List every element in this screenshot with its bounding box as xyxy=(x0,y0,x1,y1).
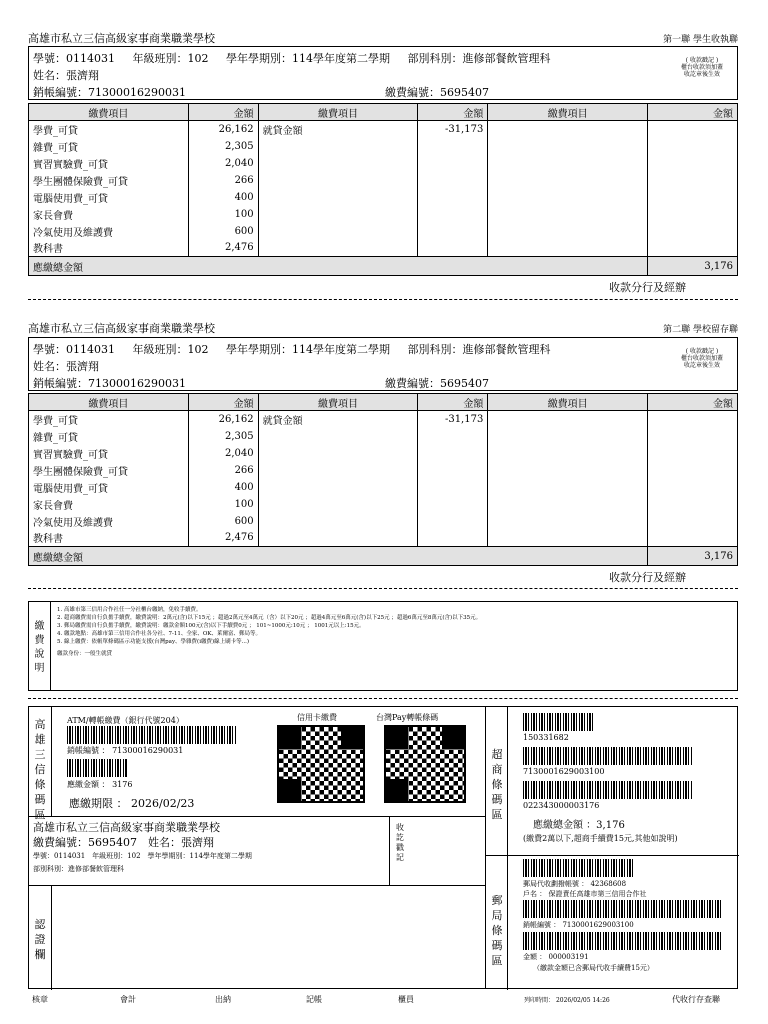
table-header: 繳費項目 xyxy=(29,104,189,121)
post-barcode-1 xyxy=(523,859,633,877)
instructions-text: 1. 高雄市第三信用合作社任一分社櫃台繳納，免收手續費。 2. 超商繳費需自行負擔手續費，繳費說明：2萬元(含)以下15元 ；超過2萬元至4萬元（含）以下20元 ；超過4萬元至6萬元(含)以下25元 ；超過6萬元至8萬元(含)以下35元。 3. 郵局繳費需自行負擔手續費，繳費說明：繳款金額100元(含)以下手續費0元 ； 101~1000元:10元 ； 1001元以上:15元。 4. 繳款地點：高雄市第三信用合作社各分社、7-11、全家、OK、萊爾富、郵局等。 5. 線上繳費：依帳單條碼區示功能支援(台灣pay、學雜費(i繳費)線上刷卡等...) 繳款身份：一般生就貸 xyxy=(57,607,482,657)
item-amount: 100 xyxy=(188,496,258,513)
item-name: 就貸金額 xyxy=(258,121,418,138)
table-row xyxy=(29,411,738,428)
item-name: 教科書 xyxy=(29,530,189,547)
item-name: 實習實驗費_可貸 xyxy=(29,155,189,172)
total-amount: 3,176 xyxy=(648,547,738,566)
account-small: 銷帳編號 ： 71300016290031 xyxy=(67,746,184,755)
slip-info1: 學號：0114031 年級班別：102 學年學期別：114學年度第二學期 xyxy=(33,852,252,860)
table-row xyxy=(29,155,738,172)
table-row xyxy=(29,479,738,496)
item-amount: -31,173 xyxy=(418,121,488,138)
item-amount: 2,040 xyxy=(188,155,258,172)
item-name: 電腦使用費_可貸 xyxy=(29,479,189,496)
post-account: 郵局代收劃撥帳號 ： 42368608 xyxy=(523,880,627,888)
payment-instructions xyxy=(28,601,738,691)
footer-stamp: 核章 xyxy=(32,995,48,1004)
store-barcode-label: 超 商 條 碼 區 xyxy=(491,748,503,821)
table-row xyxy=(29,530,738,547)
post-sales: 銷帳編號 ： 7130001629003100 xyxy=(523,921,634,929)
post-note: （繳款金額已含郵局代收手續費15元） xyxy=(533,964,654,972)
item-name: 冷氣使用及維護費 xyxy=(29,223,189,240)
table-row xyxy=(29,513,738,530)
item-name: 學生團體保險費_可貸 xyxy=(29,462,189,479)
bank-barcode-label: 高 雄 三 信 條 碼 區 xyxy=(34,718,46,821)
footer-cashier: 出納 xyxy=(215,995,231,1004)
class: 年級班別：102 xyxy=(132,52,209,65)
table-row xyxy=(29,206,738,223)
cut-line xyxy=(28,299,738,300)
student-info-box xyxy=(28,337,738,391)
term: 學年學期別：114學年度第二學期 xyxy=(226,52,390,65)
table-row xyxy=(29,496,738,513)
receipt-stamp-label: 收 訖 戳 記 xyxy=(396,823,404,862)
item-amount: 100 xyxy=(188,206,258,223)
amount-barcode xyxy=(67,759,127,777)
item-name: 電腦使用費_可貸 xyxy=(29,189,189,206)
item-amount: 2,040 xyxy=(188,445,258,462)
twpay-qr[interactable] xyxy=(384,725,466,803)
copy-tag: 第二聯 學校留存聯 xyxy=(663,325,738,335)
item-name: 家長會費 xyxy=(29,496,189,513)
footer-accounting: 會計 xyxy=(120,995,136,1004)
post-barcode-label: 郵 局 條 碼 區 xyxy=(491,894,503,967)
dept: 部別科別：進修部餐飲管理科 xyxy=(407,343,551,356)
store-code-1: 150331682 xyxy=(523,733,569,742)
table-header: 金額 xyxy=(188,394,258,411)
item-name: 家長會費 xyxy=(29,206,189,223)
item-name: 雜費_可貸 xyxy=(29,428,189,445)
post-barcode-2 xyxy=(523,900,723,918)
table-header: 繳費項目 xyxy=(29,394,189,411)
twpay-label: 台灣Pay轉帳條碼 xyxy=(376,713,439,722)
item-name: 學費_可貸 xyxy=(29,411,189,428)
table-row xyxy=(29,428,738,445)
table-header: 金額 xyxy=(418,394,488,411)
payment-slip xyxy=(28,706,738,989)
table-row xyxy=(29,172,738,189)
table-header: 繳費項目 xyxy=(258,394,418,411)
post-barcode-3 xyxy=(523,932,723,950)
item-name: 實習實驗費_可貸 xyxy=(29,445,189,462)
auth-label: 認 證 欄 xyxy=(34,918,46,961)
table-row xyxy=(29,223,738,240)
item-amount: 600 xyxy=(188,223,258,240)
table-header: 金額 xyxy=(188,104,258,121)
item-amount: 400 xyxy=(188,479,258,496)
cashier-sign: 收款分行及經辦 xyxy=(609,281,686,294)
fee-no: 繳費編號：5695407 xyxy=(385,86,489,99)
amount-small: 應繳金額 ： 3176 xyxy=(67,780,133,789)
cut-line xyxy=(28,698,738,699)
footer-teller: 櫃員 xyxy=(398,995,414,1004)
class: 年級班別：102 xyxy=(132,343,209,356)
atm-label: ATM/轉帳繳費（銀行代號204） xyxy=(67,716,184,725)
fee-table xyxy=(28,103,738,276)
credit-card-label: 信用卡繳費 xyxy=(297,713,337,722)
table-header: 金額 xyxy=(648,104,738,121)
item-amount: 266 xyxy=(188,172,258,189)
account-no: 銷帳編號：71300016290031 xyxy=(33,86,186,99)
footer-bookkeeping: 記帳 xyxy=(306,995,322,1004)
store-code-2: 7130001629003100 xyxy=(523,767,605,776)
item-amount: 2,476 xyxy=(188,240,258,257)
item-amount: 600 xyxy=(188,513,258,530)
item-amount: 2,476 xyxy=(188,530,258,547)
slip-info2: 部別科別：進修部餐飲管理科 xyxy=(33,865,124,873)
table-row xyxy=(29,189,738,206)
store-total: 應繳總金額 ：3,176 xyxy=(533,820,625,831)
cut-line xyxy=(28,588,738,589)
credit-card-qr[interactable] xyxy=(277,725,365,803)
item-amount: 2,305 xyxy=(188,428,258,445)
item-name: 教科書 xyxy=(29,240,189,257)
table-header: 繳費項目 xyxy=(488,394,648,411)
table-header: 金額 xyxy=(418,104,488,121)
store-note: (繳費2萬以下,超商手續費15元,其他如說明) xyxy=(523,834,678,843)
table-row xyxy=(29,121,738,138)
item-amount: 400 xyxy=(188,189,258,206)
item-amount: 266 xyxy=(188,462,258,479)
student-name: 姓名：張濟翔 xyxy=(33,69,99,82)
total-label: 應繳總金額 xyxy=(29,257,648,276)
post-amount: 金額 ： 000003191 xyxy=(523,953,589,961)
table-header: 繳費項目 xyxy=(258,104,418,121)
slip-school: 高雄市私立三信高級家事商業職業學校 xyxy=(33,821,220,834)
item-name: 學生團體保險費_可貸 xyxy=(29,172,189,189)
term: 學年學期別：114學年度第二學期 xyxy=(226,343,390,356)
student-info-box xyxy=(28,46,738,100)
fee-table xyxy=(28,393,738,566)
cashier-sign: 收款分行及經辦 xyxy=(609,571,686,584)
student-id: 學號：0114031 xyxy=(33,52,115,65)
item-amount: 26,162 xyxy=(188,411,258,428)
student-id: 學號：0114031 xyxy=(33,343,115,356)
instructions-label: 繳 費 說 明 xyxy=(29,602,51,690)
table-row xyxy=(29,138,738,155)
item-name: 學費_可貸 xyxy=(29,121,189,138)
print-time: 列印時間： 2026/02/05 14:26 xyxy=(524,997,610,1004)
table-header: 金額 xyxy=(648,394,738,411)
stamp-note: ( 收款戳記 ) 櫃台收款須加蓋 收訖章後生效 xyxy=(680,57,723,78)
due-date: 應繳期限 ： 2026/02/23 xyxy=(69,797,195,810)
post-holder: 戶名 ： 保證責任高雄市第三信用合作社 xyxy=(523,890,647,898)
student-name: 姓名：張濟翔 xyxy=(33,360,99,373)
atm-barcode xyxy=(67,726,237,744)
store-barcode-1 xyxy=(523,713,593,731)
slip-fee-name: 繳費編號：5695407 姓名：張濟翔 xyxy=(33,836,214,849)
store-barcode-3 xyxy=(523,781,693,799)
item-name: 冷氣使用及維護費 xyxy=(29,513,189,530)
item-amount: -31,173 xyxy=(418,411,488,428)
table-header: 繳費項目 xyxy=(488,104,648,121)
school-name: 高雄市私立三信高級家事商業職業學校 xyxy=(28,322,215,335)
school-name: 高雄市私立三信高級家事商業職業學校 xyxy=(28,32,215,45)
total-amount: 3,176 xyxy=(648,257,738,276)
item-amount: 26,162 xyxy=(188,121,258,138)
table-row xyxy=(29,445,738,462)
item-name: 雜費_可貸 xyxy=(29,138,189,155)
account-no: 銷帳編號：71300016290031 xyxy=(33,377,186,390)
table-row xyxy=(29,462,738,479)
item-amount: 2,305 xyxy=(188,138,258,155)
stamp-note: ( 收款戳記 ) 櫃台收款須加蓋 收訖章後生效 xyxy=(680,348,723,369)
total-label: 應繳總金額 xyxy=(29,547,648,566)
fee-no: 繳費編號：5695407 xyxy=(385,377,489,390)
store-code-3: 022343000003176 xyxy=(523,801,600,810)
table-row xyxy=(29,240,738,257)
store-barcode-2 xyxy=(523,747,693,765)
item-name: 就貸金額 xyxy=(258,411,418,428)
dept: 部別科別：進修部餐飲管理科 xyxy=(407,52,551,65)
copy-tag: 第一聯 學生收執聯 xyxy=(663,35,738,45)
copy3-tag: 代收行存查聯 xyxy=(672,995,720,1004)
